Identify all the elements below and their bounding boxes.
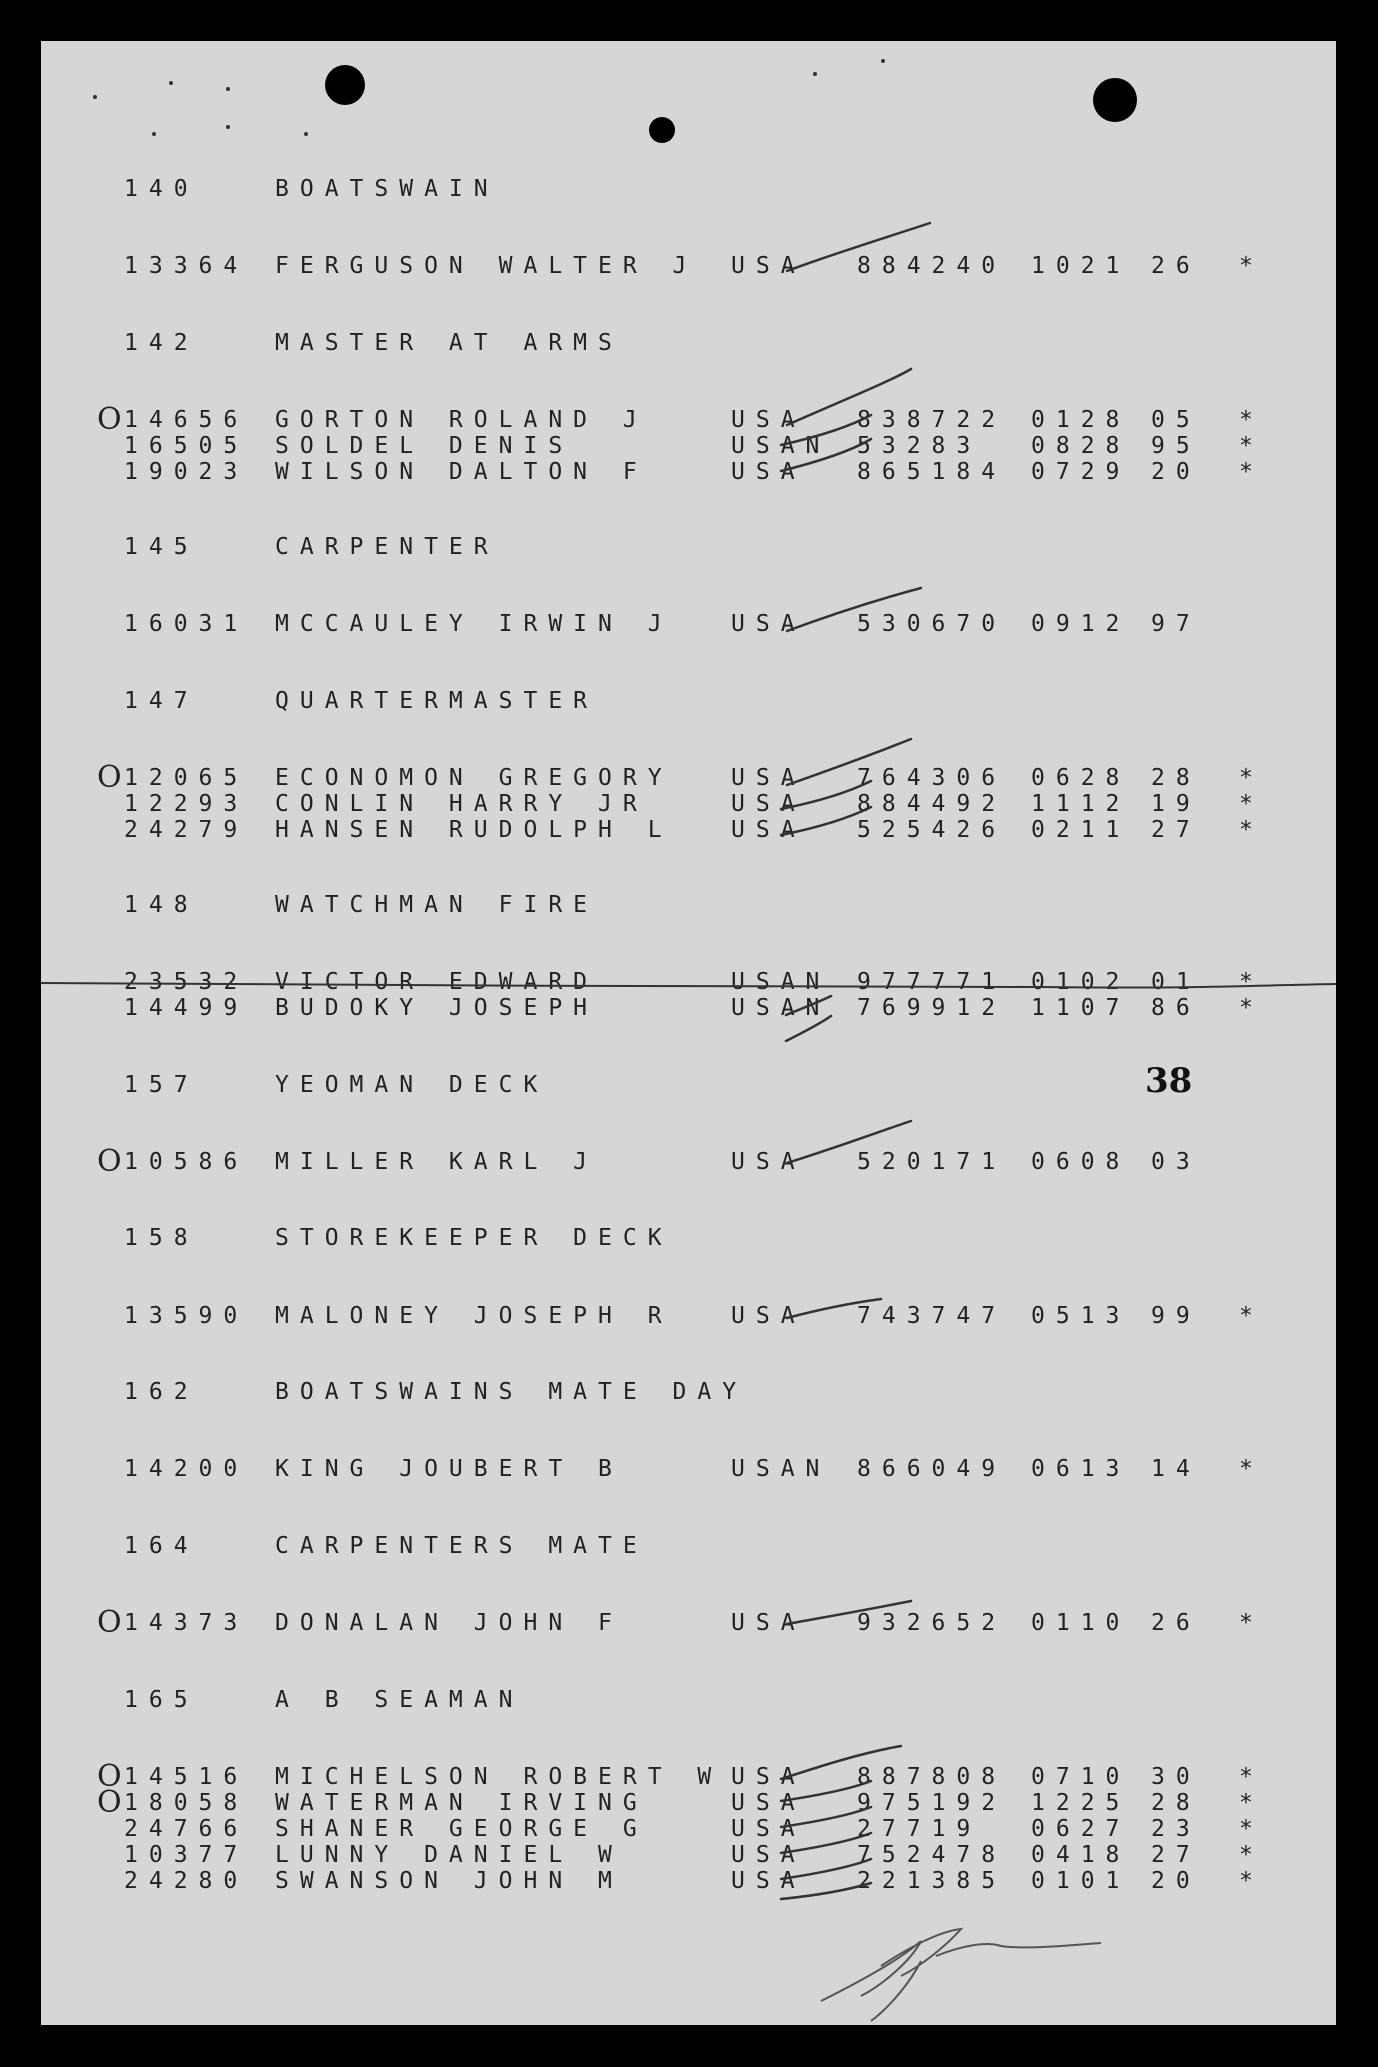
crew-date: 0110: [1031, 1610, 1131, 1636]
crew-date: 1107: [1031, 995, 1131, 1021]
crew-id: 16031: [124, 611, 249, 637]
crew-num: 01: [1151, 969, 1201, 995]
crew-name: MILLER KARL J: [275, 1149, 599, 1175]
crew-name: HANSEN RUDOLPH L: [275, 817, 673, 843]
rating-code: 158: [124, 1225, 199, 1251]
crew-mark: *: [1239, 433, 1253, 459]
rating-code: 157: [124, 1072, 199, 1098]
crew-name: MALONEY JOSEPH R: [275, 1303, 673, 1329]
crew-num: 99: [1151, 1303, 1201, 1329]
crew-citizenship: USA: [731, 765, 806, 791]
crew-serial: 866049: [857, 1456, 1007, 1482]
crew-date: 0729: [1031, 459, 1131, 485]
crew-name: CONLIN HARRY JR: [275, 791, 648, 817]
crew-date: 0128: [1031, 407, 1131, 433]
crew-name: KING JOUBERT B: [275, 1456, 623, 1482]
crew-date: 0828: [1031, 433, 1131, 459]
crew-num: 19: [1151, 791, 1201, 817]
crew-serial: 977771: [857, 969, 1007, 995]
crew-date: 1112: [1031, 791, 1131, 817]
rating-title: CARPENTERS MATE: [275, 1533, 648, 1559]
crew-num: 14: [1151, 1456, 1201, 1482]
crew-name: LUNNY DANIEL W: [275, 1842, 623, 1868]
crew-citizenship: USAN: [731, 1456, 831, 1482]
crew-date: 0627: [1031, 1816, 1131, 1842]
crew-num: 97: [1151, 611, 1201, 637]
rating-code: 165: [124, 1687, 199, 1713]
crew-mark: *: [1239, 1456, 1253, 1482]
signature: [821, 1929, 1101, 2021]
crew-citizenship: USA: [731, 1149, 806, 1175]
check-stroke: [786, 996, 831, 1015]
crew-citizenship: USA: [731, 253, 806, 279]
crew-num: 20: [1151, 459, 1201, 485]
crew-serial: 752478: [857, 1842, 1007, 1868]
crew-id: 23532: [124, 969, 249, 995]
crew-name: MICHELSON ROBERT W: [275, 1764, 723, 1790]
crew-num: 03: [1151, 1149, 1201, 1175]
crew-name: WATERMAN IRVING: [275, 1790, 648, 1816]
handwritten-circle-mark: O: [97, 402, 122, 437]
crew-citizenship: USAN: [731, 433, 831, 459]
crew-date: 0211: [1031, 817, 1131, 843]
crew-mark: *: [1239, 1842, 1253, 1868]
rating-code: 164: [124, 1533, 199, 1559]
crew-name: MCCAULEY IRWIN J: [275, 611, 673, 637]
crew-num: 26: [1151, 1610, 1201, 1636]
check-stroke: [787, 1601, 911, 1624]
crew-mark: *: [1239, 1816, 1253, 1842]
crew-citizenship: USA: [731, 407, 806, 433]
check-stroke: [787, 1299, 881, 1318]
crew-date: 0608: [1031, 1149, 1131, 1175]
rating-title: BOATSWAINS MATE DAY: [275, 1379, 748, 1405]
crew-mark: *: [1239, 459, 1253, 485]
crew-name: DONALAN JOHN F: [275, 1610, 623, 1636]
crew-num: 27: [1151, 1842, 1201, 1868]
crew-citizenship: USA: [731, 611, 806, 637]
crew-id: 19023: [124, 459, 249, 485]
crew-id: 24766: [124, 1816, 249, 1842]
crew-citizenship: USA: [731, 1868, 806, 1894]
crew-mark: *: [1239, 791, 1253, 817]
crew-id: 13364: [124, 253, 249, 279]
crew-id: 10377: [124, 1842, 249, 1868]
crew-serial: 530670: [857, 611, 1007, 637]
crew-citizenship: USA: [731, 1303, 806, 1329]
rating-code: 147: [124, 688, 199, 714]
crew-num: 95: [1151, 433, 1201, 459]
check-stroke: [787, 739, 911, 785]
crew-name: FERGUSON WALTER J: [275, 253, 698, 279]
crew-id: 14499: [124, 995, 249, 1021]
crew-citizenship: USA: [731, 1610, 806, 1636]
crew-name: ECONOMON GREGORY: [275, 765, 673, 791]
crew-num: 26: [1151, 253, 1201, 279]
crew-serial: 53283: [857, 433, 982, 459]
crew-serial: 887808: [857, 1764, 1007, 1790]
rating-code: 142: [124, 330, 199, 356]
crew-mark: *: [1239, 407, 1253, 433]
crew-date: 0513: [1031, 1303, 1131, 1329]
check-stroke: [781, 1859, 871, 1879]
rating-code: 140: [124, 176, 199, 202]
rating-code: 148: [124, 892, 199, 918]
crew-id: 16505: [124, 433, 249, 459]
crew-name: WILSON DALTON F: [275, 459, 648, 485]
check-stroke: [781, 439, 871, 471]
check-stroke: [787, 369, 911, 425]
crew-citizenship: USA: [731, 1790, 806, 1816]
crew-serial: 838722: [857, 407, 1007, 433]
crew-citizenship: USA: [731, 1816, 806, 1842]
crew-id: 12293: [124, 791, 249, 817]
strike-through-line: [41, 983, 1336, 988]
crew-serial: 27719: [857, 1816, 982, 1842]
crew-mark: *: [1239, 253, 1253, 279]
crew-date: 1225: [1031, 1790, 1131, 1816]
crew-num: 28: [1151, 1790, 1201, 1816]
check-stroke: [781, 781, 871, 809]
crew-mark: *: [1239, 817, 1253, 843]
crew-num: 05: [1151, 407, 1201, 433]
crew-mark: *: [1239, 1303, 1253, 1329]
crew-num: 30: [1151, 1764, 1201, 1790]
crew-citizenship: USA: [731, 817, 806, 843]
handwritten-circle-mark: O: [97, 760, 122, 795]
crew-num: 86: [1151, 995, 1201, 1021]
crew-num: 27: [1151, 817, 1201, 843]
crew-serial: 884240: [857, 253, 1007, 279]
crew-date: 0710: [1031, 1764, 1131, 1790]
crew-date: 0912: [1031, 611, 1131, 637]
crew-name: SWANSON JOHN M: [275, 1868, 623, 1894]
crew-mark: *: [1239, 1610, 1253, 1636]
crew-id: 24280: [124, 1868, 249, 1894]
check-stroke: [781, 415, 871, 445]
check-stroke: [781, 1833, 871, 1853]
crew-citizenship: USA: [731, 1764, 806, 1790]
rating-title: WATCHMAN FIRE: [275, 892, 599, 918]
crew-mark: *: [1239, 1868, 1253, 1894]
crew-serial: 932652: [857, 1610, 1007, 1636]
crew-serial: 221385: [857, 1868, 1007, 1894]
crew-id: 14516: [124, 1764, 249, 1790]
crew-date: 1021: [1031, 253, 1131, 279]
crew-name: GORTON ROLAND J: [275, 407, 648, 433]
rating-title: QUARTERMASTER: [275, 688, 599, 714]
crew-date: 0101: [1031, 1868, 1131, 1894]
crew-date: 0613: [1031, 1456, 1131, 1482]
check-stroke: [787, 1121, 911, 1163]
rating-title: STOREKEEPER DECK: [275, 1225, 673, 1251]
check-stroke: [781, 1746, 901, 1779]
crew-num: 20: [1151, 1868, 1201, 1894]
page-number: 38: [1145, 1061, 1193, 1101]
crew-name: BUDOKY JOSEPH: [275, 995, 599, 1021]
rating-title: BOATSWAIN: [275, 176, 499, 202]
crew-id: 10586: [124, 1149, 249, 1175]
crew-citizenship: USAN: [731, 969, 831, 995]
crew-serial: 525426: [857, 817, 1007, 843]
crew-id: 14656: [124, 407, 249, 433]
rating-title: MASTER AT ARMS: [275, 330, 623, 356]
crew-name: SOLDEL DENIS: [275, 433, 574, 459]
handwritten-circle-mark: O: [97, 1144, 122, 1179]
crew-date: 0102: [1031, 969, 1131, 995]
crew-id: 13590: [124, 1303, 249, 1329]
crew-citizenship: USA: [731, 459, 806, 485]
crew-serial: 769912: [857, 995, 1007, 1021]
crew-id: 14373: [124, 1610, 249, 1636]
crew-name: SHANER GEORGE G: [275, 1816, 648, 1842]
crew-serial: 975192: [857, 1790, 1007, 1816]
crew-id: 12065: [124, 765, 249, 791]
rating-title: CARPENTER: [275, 534, 499, 560]
check-stroke: [787, 588, 921, 631]
crew-citizenship: USA: [731, 1842, 806, 1868]
crew-serial: 520171: [857, 1149, 1007, 1175]
crew-mark: *: [1239, 995, 1253, 1021]
crew-num: 23: [1151, 1816, 1201, 1842]
crew-mark: *: [1239, 969, 1253, 995]
crew-citizenship: USA: [731, 791, 806, 817]
crew-serial: 743747: [857, 1303, 1007, 1329]
crew-serial: 884492: [857, 791, 1007, 817]
crew-serial: 764306: [857, 765, 1007, 791]
crew-name: VICTOR EDWARD: [275, 969, 599, 995]
rating-code: 145: [124, 534, 199, 560]
crew-mark: *: [1239, 765, 1253, 791]
crew-mark: *: [1239, 1764, 1253, 1790]
crew-citizenship: USAN: [731, 995, 831, 1021]
check-stroke: [781, 1807, 871, 1827]
check-stroke: [787, 223, 930, 271]
crew-serial: 865184: [857, 459, 1007, 485]
check-stroke: [786, 1016, 831, 1041]
handwritten-circle-mark: O: [97, 1759, 122, 1794]
crew-date: 0628: [1031, 765, 1131, 791]
check-stroke: [781, 807, 871, 835]
handwritten-circle-mark: O: [97, 1605, 122, 1640]
check-stroke: [781, 1781, 871, 1801]
crew-id: 24279: [124, 817, 249, 843]
crew-id: 14200: [124, 1456, 249, 1482]
crew-mark: *: [1239, 1790, 1253, 1816]
rating-code: 162: [124, 1379, 199, 1405]
crew-num: 28: [1151, 765, 1201, 791]
crew-id: 18058: [124, 1790, 249, 1816]
pencil-marks: [41, 41, 1336, 2025]
check-stroke: [781, 1883, 871, 1899]
crew-date: 0418: [1031, 1842, 1131, 1868]
rating-title: A B SEAMAN: [275, 1687, 524, 1713]
handwritten-circle-mark: O: [97, 1785, 122, 1820]
rating-title: YEOMAN DECK: [275, 1072, 549, 1098]
document-page: [41, 41, 1336, 2025]
